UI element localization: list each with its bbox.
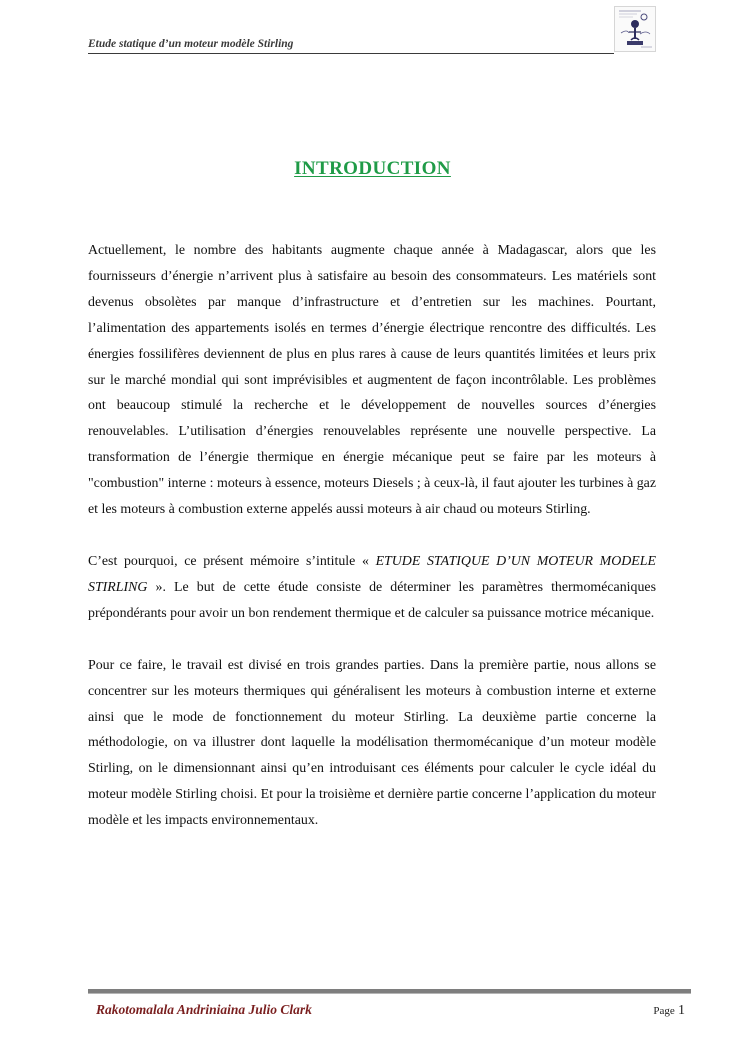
institution-logo [614, 6, 656, 52]
paragraph-thesis-lead: C’est pourquoi, ce présent mémoire s’intitule « [88, 553, 376, 569]
footer-author: Rakotomalala Andriniaina Julio Clark [96, 1002, 312, 1017]
body-text [88, 238, 656, 834]
paragraph-context: Actuellement, le nombre des habitants augmente chaque année à Madagascar, alors que les fournisseurs d’énergie n’arrivent plus à satisfaire au besoin des consommateurs. Les matériels sont devenus obsolètes par manque d’infrastructure et d’entretien sur les machines. Pourtant, l’alimentation des appartements isolés en termes d’énergie électrique rencontre des difficultés. Les énergies fossilifères deviennent de plus en plus rares à cause de leurs quantités limitées et leurs prix sur le marché mondial qui sont imprévisibles et augmentent de façon incontrôlable. Les problèmes ont beaucoup stimulé la recherche et le développement de nouvelles sources d’énergies renouvelables. L’utilisation d’énergies renouvelables représente une nouvelle perspective. La transformation de l’énergie thermique en énergie mécanique peut se faire par les moteurs à "combustion" interne : moteurs à essence, moteurs Diesels ; à ceux-là, il faut ajouter les turbines à gaz et les moteurs à combustion externe appelés aussi moteurs à air chaud ou moteurs Stirling. [88, 243, 656, 518]
header-rule [88, 53, 614, 54]
logo-emblem-icon [615, 7, 655, 51]
page-number: 1 [678, 1003, 685, 1018]
thesis-title: ETUDE STATIQUE D’UN MOTEUR MODELE STIRLING [88, 553, 656, 595]
footer-page-indicator [653, 1002, 685, 1019]
paragraph-thesis [88, 549, 656, 627]
footer-rule [88, 989, 691, 994]
running-header-title: Etude statique d’un moteur modèle Stirling [88, 38, 294, 50]
page-label: Page [653, 1005, 675, 1017]
paragraph-outline: Pour ce faire, le travail est divisé en trois grandes parties. Dans la première partie, nous allons se concentrer sur les moteurs thermiques qui généralisent les moteurs à combustion interne et externe ainsi que le mode de fonctionnement du moteur Stirling. La deuxième partie concerne la méthodologie, on va illustrer dont laquelle la modélisation thermomécanique d’un moteur modèle Stirling, on le dimensionnant ainsi qu’en introduisant ces éléments pour calculer le cycle idéal du moteur modèle Stirling choisi. Et pour la troisième et dernière partie concerne l’application du moteur modèle et les impacts environnementaux. [88, 657, 656, 829]
paragraph-thesis-rest: ». Le but de cette étude consiste de déterminer les paramètres thermomécaniques prépondérants pour avoir un bon rendement thermique et de calculer sa puissance motrice mécanique. [88, 579, 656, 621]
section-title-wrapper [0, 158, 745, 180]
section-title: INTRODUCTION [294, 158, 451, 179]
